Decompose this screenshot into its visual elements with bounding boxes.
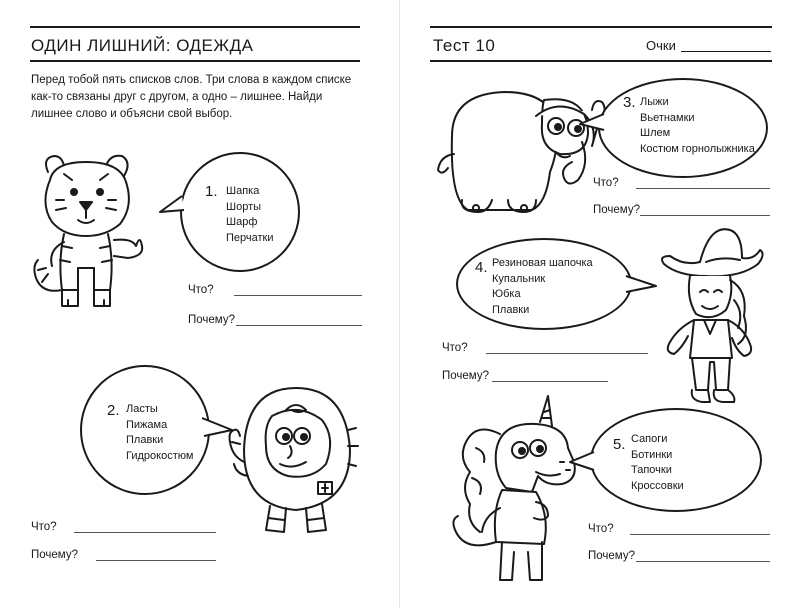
bubble-tail-1 — [158, 192, 188, 222]
word-item: Гидрокостюм — [126, 449, 194, 462]
word-item: Шлем — [640, 127, 671, 139]
test-title: Тест 10 — [433, 36, 496, 55]
why-answer-line-2[interactable] — [96, 560, 216, 561]
why-label-4: Почему? — [442, 370, 489, 382]
word-item: Ботинки — [631, 448, 673, 461]
unicorn-icon — [436, 392, 596, 592]
page-title: ОДИН ЛИШНИЙ: ОДЕЖДА — [31, 36, 254, 55]
word-item: Пижама — [126, 418, 168, 431]
what-answer-line-5[interactable] — [630, 534, 770, 535]
word-item: Шарф — [226, 216, 258, 228]
what-label-2: Что? — [31, 521, 57, 533]
word-item: Юбка — [492, 288, 521, 300]
why-answer-line-1[interactable] — [236, 325, 362, 326]
what-answer-line-4[interactable] — [486, 353, 648, 354]
why-answer-line-4[interactable] — [492, 381, 608, 382]
word-item: Резиновая шапочка — [492, 257, 593, 269]
word-item: Ласты — [126, 403, 158, 415]
what-answer-line-1[interactable] — [234, 295, 362, 296]
score-line[interactable] — [681, 51, 771, 52]
bubble-tail-3 — [578, 110, 608, 136]
what-label-4: Что? — [442, 342, 468, 354]
why-label-3: Почему? — [593, 204, 640, 216]
right-page — [400, 0, 800, 608]
word-list-2 — [126, 402, 193, 464]
word-item: Тапочки — [631, 464, 672, 476]
list-number-3: 3. — [623, 94, 636, 111]
elephant-icon — [432, 76, 612, 226]
what-label-1: Что? — [188, 284, 214, 296]
why-answer-line-5[interactable] — [636, 561, 770, 562]
word-item: Вьетнамки — [640, 111, 695, 124]
list-number-1: 1. — [205, 183, 218, 200]
list-number-2: 2. — [107, 402, 120, 419]
title-underline — [30, 60, 360, 62]
instructions: Перед тобой пять списков слов. Три слова в каждом списке как-то связаны друг с другом, а одно – лишнее. Найди лишнее слово и объясни свой выбор. — [31, 74, 352, 120]
why-answer-line-3[interactable] — [640, 215, 770, 216]
why-label-2: Почему? — [31, 549, 78, 561]
word-list-5 — [631, 432, 684, 494]
what-label-3: Что? — [593, 177, 619, 189]
what-answer-line-3[interactable] — [636, 188, 770, 189]
word-item: Плавки — [492, 303, 530, 316]
word-item: Костюм горнолыжника — [640, 142, 755, 155]
word-item: Сапоги — [631, 433, 668, 445]
what-answer-line-2[interactable] — [74, 532, 216, 533]
word-item: Кроссовки — [631, 479, 684, 492]
cowgirl-icon — [650, 220, 770, 410]
word-item: Лыжи — [640, 96, 669, 108]
list-number-4: 4. — [475, 259, 488, 276]
word-list-3 — [640, 95, 755, 157]
what-label-5: Что? — [588, 523, 614, 535]
why-label-5: Почему? — [588, 550, 635, 562]
word-item: Купальник — [492, 272, 546, 285]
title-underline — [430, 60, 772, 62]
score-label: Очки — [646, 38, 676, 53]
word-list-4 — [492, 256, 593, 318]
tiger-icon — [28, 150, 158, 320]
bubble-tail-5 — [568, 448, 598, 476]
word-item: Плавки — [126, 434, 164, 446]
why-label-1: Почему? — [188, 314, 235, 326]
top-rule — [30, 26, 360, 28]
word-item: Шапка — [226, 185, 260, 197]
list-number-5: 5. — [613, 436, 626, 453]
astronaut-icon — [226, 380, 366, 550]
top-rule — [430, 26, 772, 28]
word-list-1 — [226, 184, 274, 246]
word-item: Перчатки — [226, 231, 274, 244]
word-item: Шорты — [226, 200, 262, 213]
